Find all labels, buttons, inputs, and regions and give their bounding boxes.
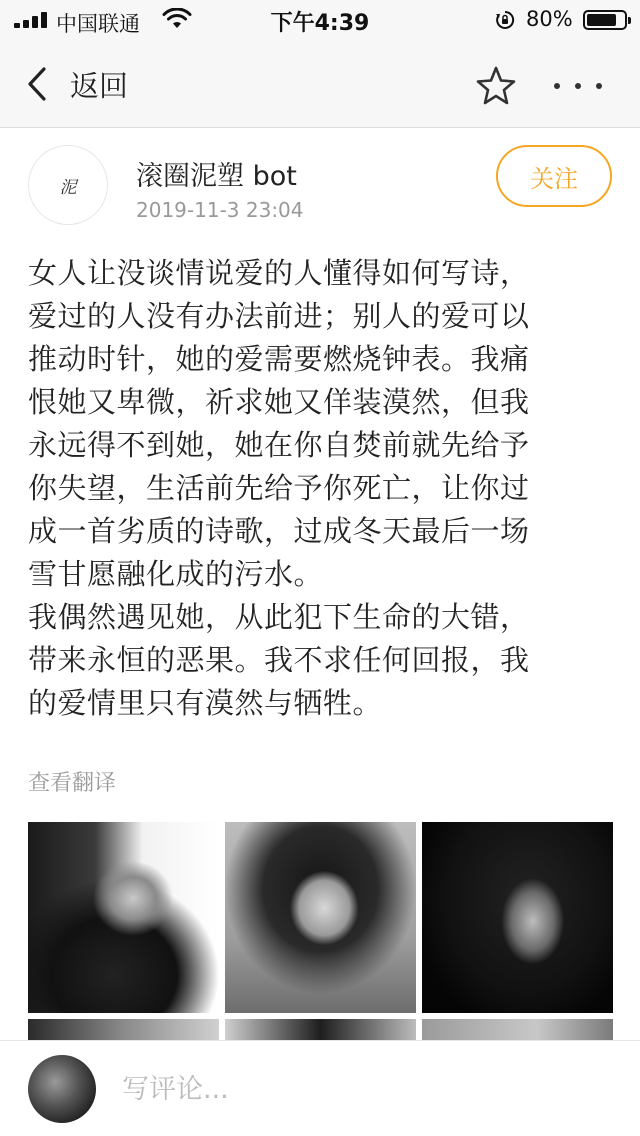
nav-bar [0, 40, 640, 128]
comment-input[interactable] [122, 1069, 602, 1109]
post-body [28, 252, 614, 725]
chevron-left-icon [26, 66, 48, 102]
avatar-text: 泥 [59, 177, 77, 198]
star-icon[interactable] [474, 64, 518, 108]
battery-fill [587, 14, 616, 26]
author-avatar[interactable] [28, 145, 108, 225]
back-button[interactable] [26, 62, 128, 106]
battery-percent: 80% [526, 7, 573, 31]
back-label: 返回 [70, 68, 129, 103]
status-bar [0, 0, 640, 40]
post-paragraph: 我偶然遇见她，从此犯下生命的大错， 带来永恒的恶果。我不求任何回报，我 的爱情里只有漠然与牺牲。 [28, 600, 530, 720]
carrier-label: 中国联通 [56, 12, 140, 36]
comment-bar [0, 1040, 640, 1136]
post-photo[interactable] [28, 822, 219, 1013]
author-name[interactable]: 滚圈泥塑 bot [136, 161, 297, 192]
user-avatar[interactable] [28, 1055, 96, 1123]
post-photo[interactable] [225, 822, 416, 1013]
follow-button[interactable]: 关注 [496, 145, 612, 207]
more-icon[interactable] [548, 64, 608, 108]
post-photo[interactable] [422, 822, 613, 1013]
rotation-lock-icon [495, 10, 515, 30]
battery-icon [583, 10, 627, 30]
clock: 下午4:39 [270, 11, 370, 36]
post-timestamp: 2019-11-3 23:04 [136, 198, 304, 222]
view-translation-link[interactable]: 查看翻译 [28, 771, 117, 796]
post-paragraph: 女人让没谈情说爱的人懂得如何写诗， 爱过的人没有办法前进；别人的爱可以 推动时针，她的爱需要燃烧钟表。我痛 恨她又卑微，祈求她又佯装漠然，但我 永远得不到她，她在你自焚前就先给予 你失望，生活前先给予你死亡，让你过 成一首劣质的诗歌，过成冬天最后一场 雪甘愿融化成的污水。 [28, 256, 530, 591]
